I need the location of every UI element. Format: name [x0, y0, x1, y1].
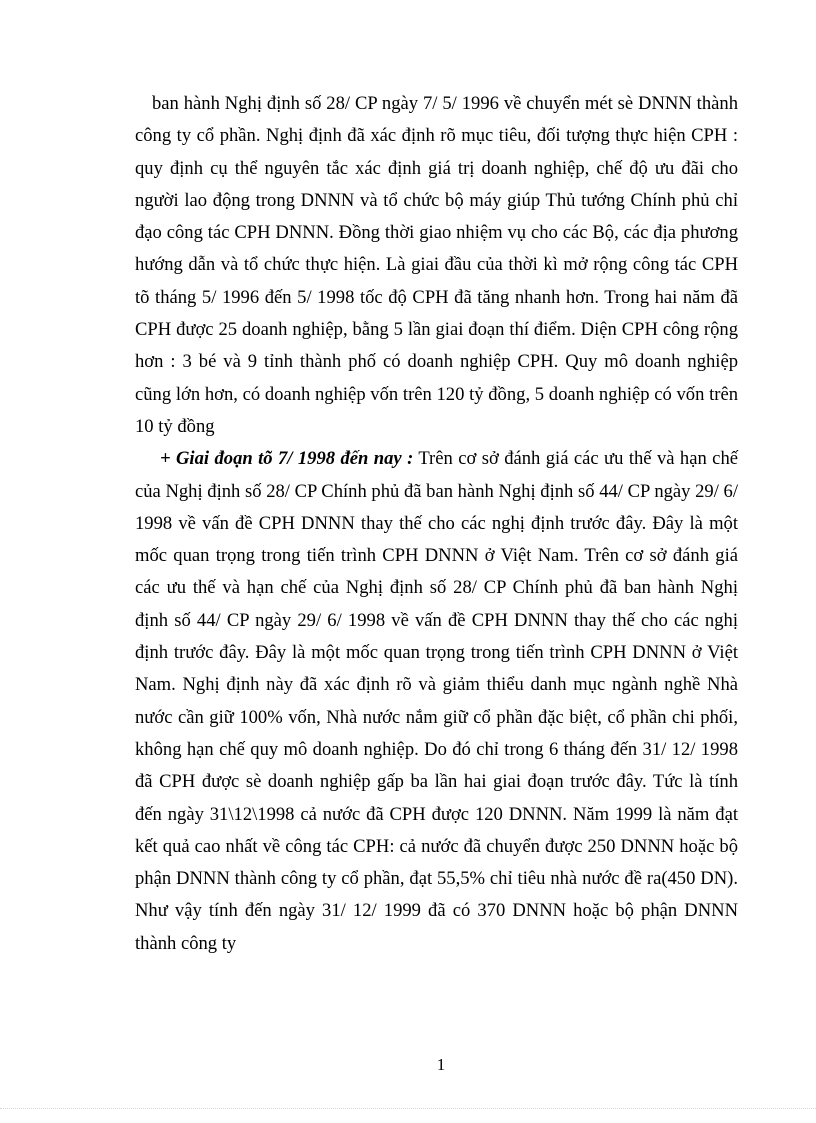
- paragraph-decree-28: [135, 88, 738, 443]
- page-number: 1: [436, 1055, 446, 1074]
- page-bottom-divider: [0, 1108, 816, 1109]
- document-body: [135, 88, 738, 960]
- paragraph-phase-1998-text: Trên cơ sở đánh giá các ưu thế và hạn chế của Nghị định số 28/ CP Chính phủ đã ban hành Nghị định số 44/ CP ngày 29/ 6/ 1998 về vấn đề CPH DNNN thay thế cho các nghị định trước đây. Đây là một mốc quan trọng trong tiến trình CPH DNNN ở Việt Nam. Trên cơ sở đánh giá các ưu thế và hạn chế của Nghị định số 28/ CP Chính phủ đã ban hành Nghị định số 44/ CP ngày 29/ 6/ 1998 về vấn đề CPH DNNN thay thế cho các nghị định trước đây. Đây là một mốc quan trọng trong tiến trình CPH DNNN ở Việt Nam. Nghị định này đã xác định rõ và giảm thiểu danh mục ngành nghề Nhà nước cần giữ 100% vốn, Nhà nước nắm giữ cổ phần đặc biệt, cổ phần chi phối, không hạn chế quy mô doanh nghiệp. Do đó chỉ trong 6 tháng đến 31/ 12/ 1998 đã CPH được sè doanh nghiệp gấp ba lần hai giai đoạn trước đây. Tức là tính đến ngày 31\12\1998 cả nước đã CPH được 120 DNNN. Năm 1999 là năm đạt kết quả cao nhất về công tác CPH: cả nước đã chuyển được 250 DNNN hoặc bộ phận DNNN thành công ty cổ phần, đạt 55,5% chỉ tiêu nhà nước đề ra(450 DN). Như vậy tính đến ngày 31/ 12/ 1999 đã có 370 DNNN hoặc bộ phận DNNN thành công ty: [135, 448, 738, 954]
- paragraph-phase-1998: [135, 443, 738, 960]
- paragraph-decree-28-text: ban hành Nghị định số 28/ CP ngày 7/ 5/ 1996 về chuyển mét sè DNNN thành công ty cổ phần. Nghị định đã xác định rõ mục tiêu, đối tượng thực hiện CPH : quy định cụ thể nguyên tắc xác định giá trị doanh nghiệp, chế độ ưu đãi cho người lao động trong DNNN và tổ chức bộ máy giúp Thủ tướng Chính phủ chỉ đạo công tác CPH DNNN. Đồng thời giao nhiệm vụ cho các Bộ, các địa phương hướng dẫn và tổ chức thực hiện. Là giai đầu của thời kì mở rộng công tác CPH tõ tháng 5/ 1996 đến 5/ 1998 tốc độ CPH đã tăng nhanh hơn. Trong hai năm đã CPH được 25 doanh nghiệp, bằng 5 lần giai đoạn thí điểm. Diện CPH công rộng hơn : 3 bé và 9 tỉnh thành phố có doanh nghiệp CPH. Quy mô doanh nghiệp cũng lớn hơn, có doanh nghiệp vốn trên 120 tỷ đồng, 5 doanh nghiệp có vốn trên 10 tỷ đồng: [135, 93, 738, 437]
- phase-heading: + Giai đoạn tõ 7/ 1998 đến nay :: [160, 448, 414, 470]
